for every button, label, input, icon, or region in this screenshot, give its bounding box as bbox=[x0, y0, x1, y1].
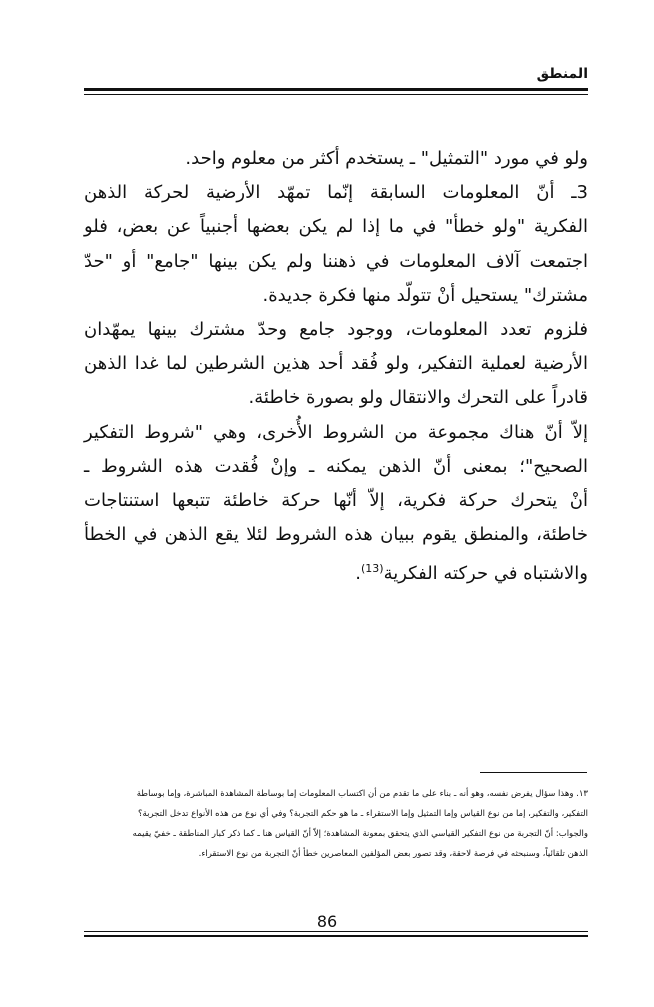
text-line: الأرضية لعملية التفكير، ولو فُقد أحد هذين الشرطين لما غدا الذهن bbox=[84, 353, 588, 375]
text-line: الفكرية "ولو خطأ" في ما إذا لم يكن بعضها أجنبياً عن بعض، فلو bbox=[84, 216, 588, 238]
text-line: قادراً على التحرك والانتقال ولو بصورة خاطئة. bbox=[248, 387, 588, 409]
footnote-separator bbox=[480, 772, 587, 773]
header-rule-thin bbox=[84, 94, 588, 95]
text-line: 3ـ أنّ المعلومات السابقة إنّما تمهّد الأرضية لحركة الذهن bbox=[84, 182, 588, 204]
text-line: الصحيح"؛ بمعنى أنّ الذهن يمكنه ـ وإنْ فُقدت هذه الشروط ـ bbox=[84, 455, 588, 477]
text-line-content: والاشتباه في حركته الفكرية bbox=[383, 563, 588, 585]
footnote-line: التفكير، والتفكير، إما من نوع القياس وإما التمثيل وإما الاستقراء ـ ما هو حكم التجربة؟ وفي أي نوع من هذه الأنواع تدخل التجربة؟ bbox=[138, 809, 588, 819]
text-line: خاطئة، والمنطق يقوم ببيان هذه الشروط لئلا يقع الذهن في الخطأ bbox=[84, 524, 588, 546]
footer-rule-thin bbox=[84, 931, 588, 932]
footnote-line: والجواب: أنّ التجربة من نوع التفكير القياسي الذي يتحقق بمعونة المشاهدة؛ إلاّ أنّ القياس هنا ـ كما ذكر كبار المناطقة ـ خفيّ يقيمه bbox=[132, 829, 588, 839]
text-line: اجتمعت آلاف المعلومات في ذهننا ولم يكن بينها "جامع" أو "حدّ bbox=[84, 250, 588, 272]
page-number: 86 bbox=[316, 912, 338, 931]
header-rule-thick bbox=[84, 88, 588, 91]
footnote-reference: (13) bbox=[360, 562, 384, 576]
footnote-line: الذهن تلقائياً، وسنبحثه في فرصة لاحقة، وقد تصور بعض المؤلفين المعاصرين خطأ أنّ التجربة من نوع الاستقراء. bbox=[198, 849, 588, 859]
footnotes bbox=[84, 784, 588, 864]
text-line: ولو في مورد "التمثيل" ـ يستخدم أكثر من معلوم واحد. bbox=[185, 148, 588, 169]
text-line: أنْ يتحرك حركة فكرية، إلاّ أنّها حركة خاطئة تتبعها استنتاجات bbox=[84, 489, 588, 511]
text-line-last bbox=[84, 552, 588, 586]
text-line: إلاّ أنّ هناك مجموعة من الشروط الأُخرى، وهي "شروط التفكير bbox=[84, 421, 588, 443]
running-header bbox=[84, 66, 588, 88]
sentence-end: . bbox=[355, 563, 361, 585]
footnote-line: ١٣. وهذا سؤال يفرض نفسه، وهو أنه ـ بناء على ما تقدم من أن اكتساب المعلومات إما بوساطة المشاهدة المباشرة، وإما بوساطة bbox=[136, 789, 588, 799]
text-line: مشترك" يستحيل أنْ تتولّد منها فكرة جديدة. bbox=[262, 284, 588, 306]
footer-rule-thick bbox=[84, 935, 588, 937]
header-title: المنطق bbox=[536, 66, 588, 82]
main-text bbox=[84, 142, 588, 586]
text-line: فلزوم تعدد المعلومات، ووجود جامع وحدّ مشترك بينها يمهّدان bbox=[84, 318, 588, 340]
